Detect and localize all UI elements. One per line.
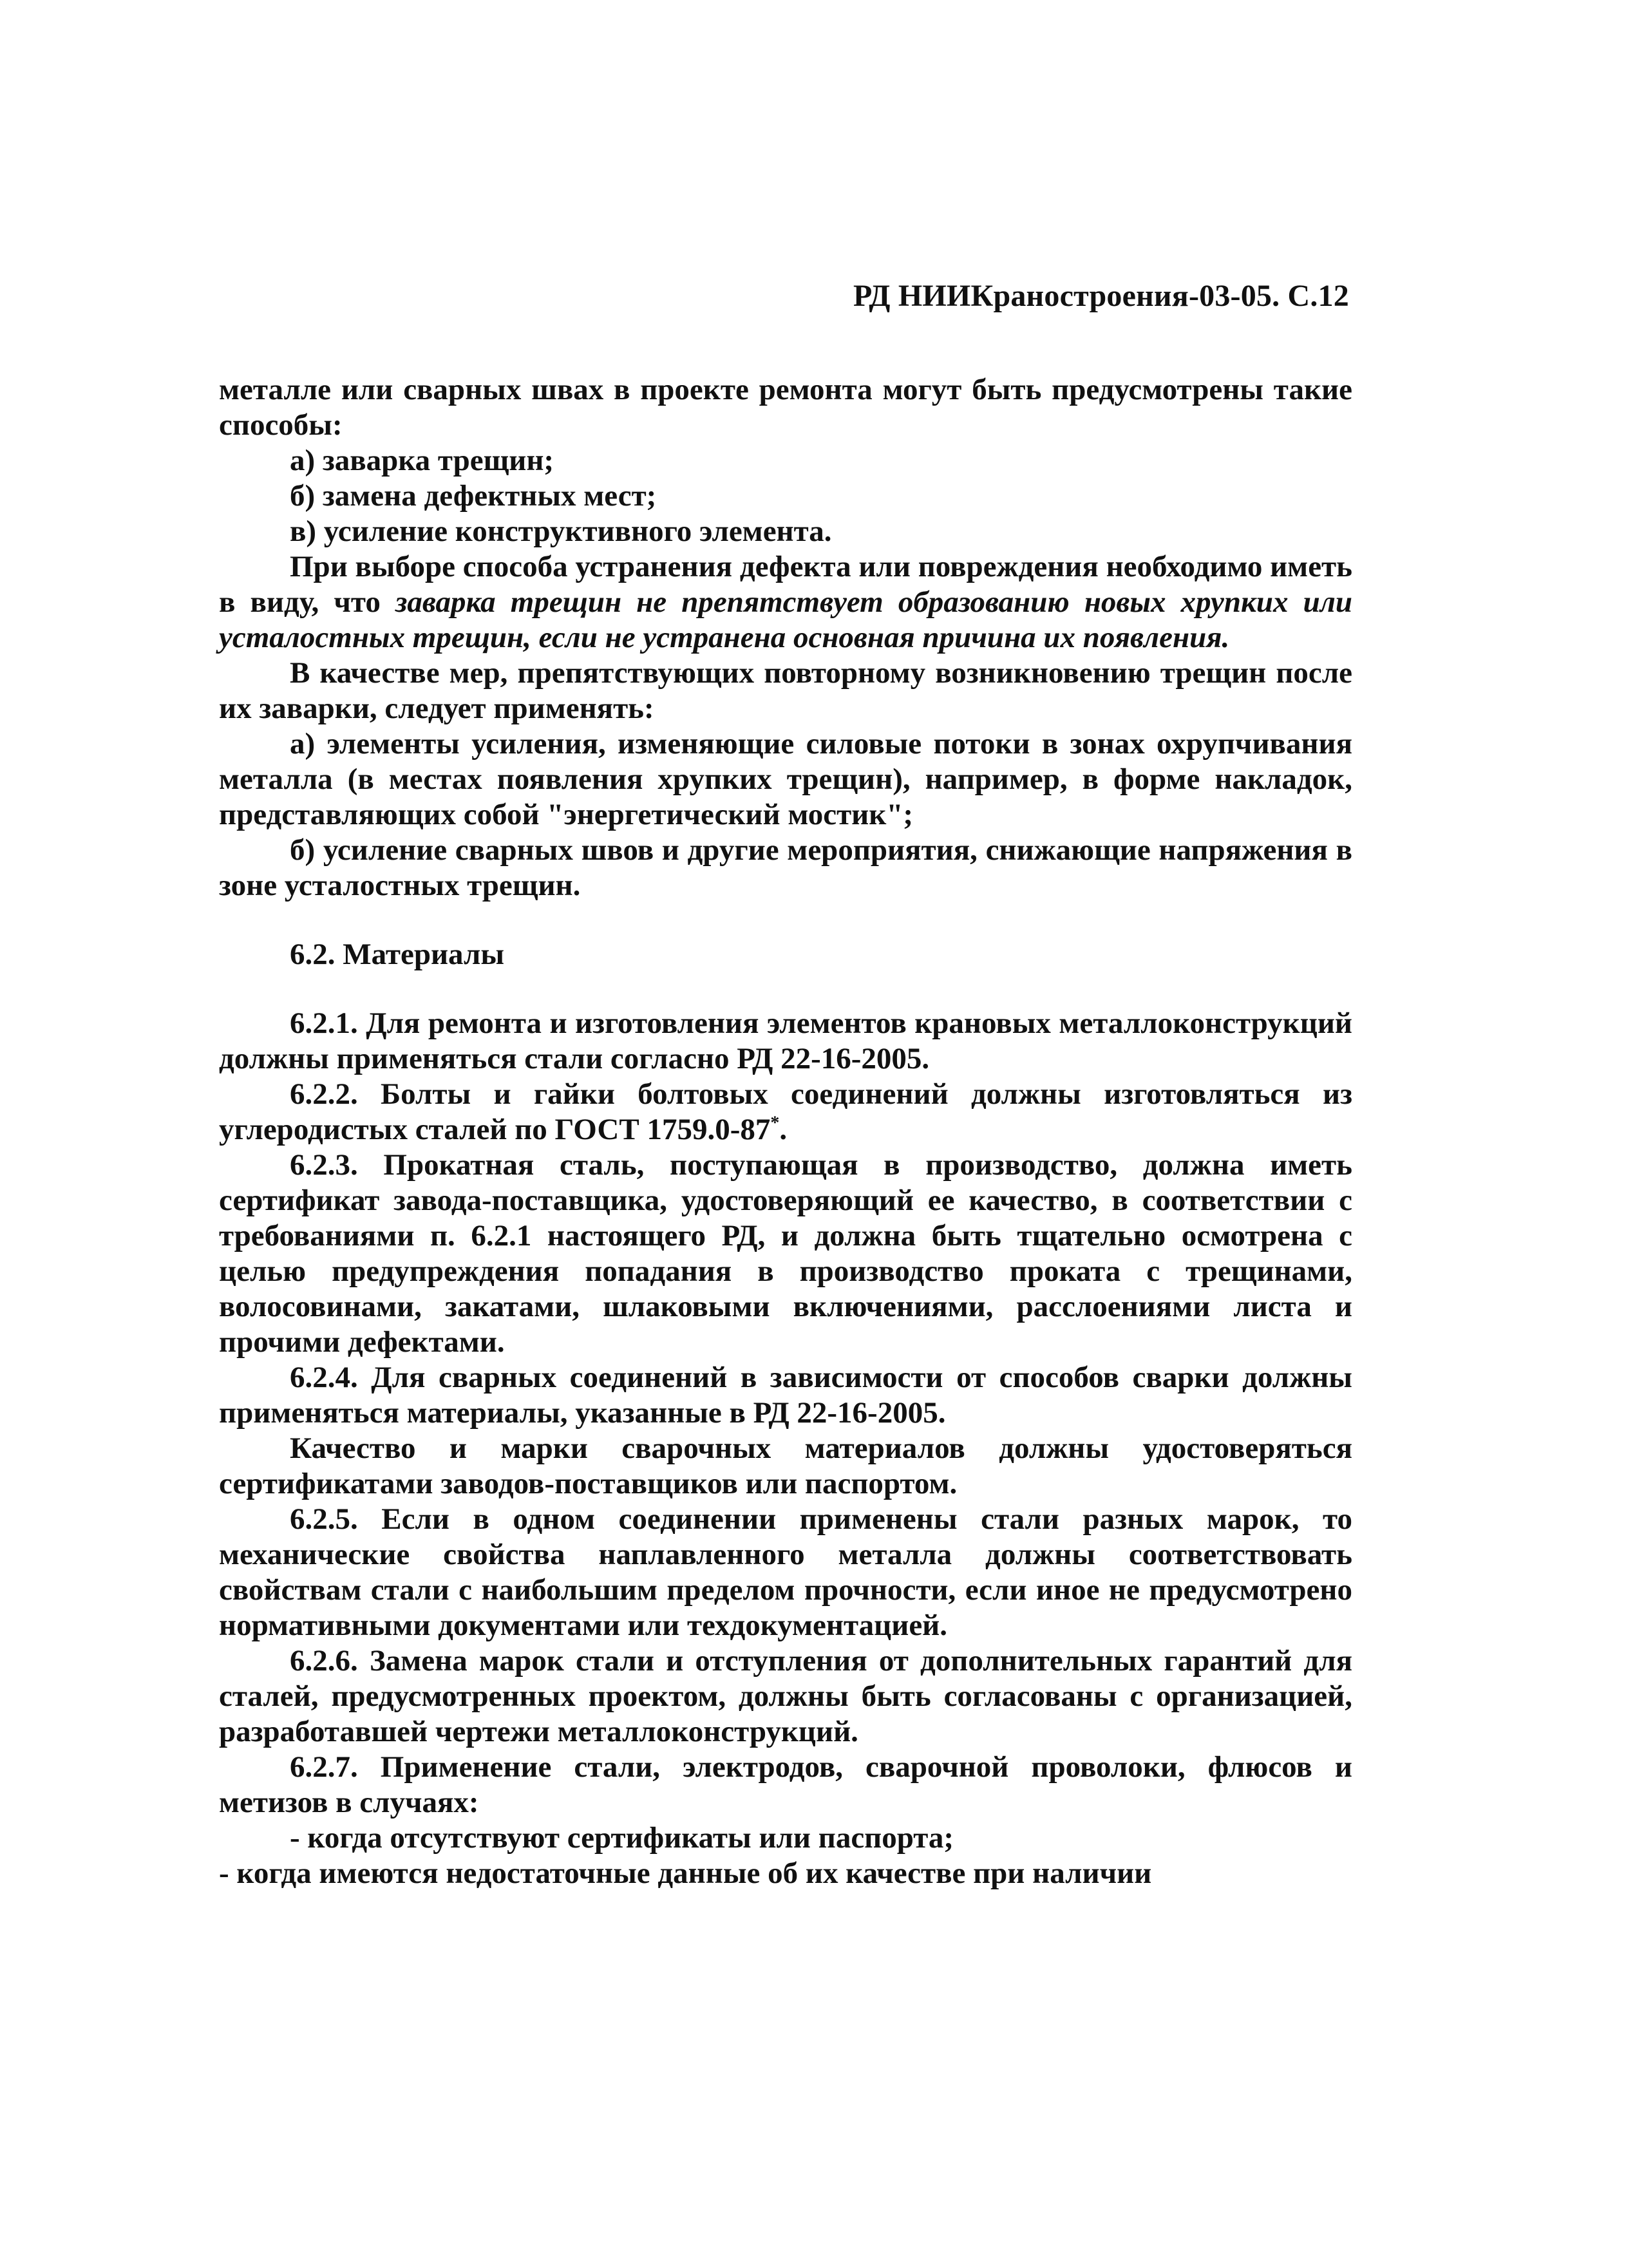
section-title: 6.2. Материалы [290,938,505,971]
section-gap [219,903,1352,937]
clause-6-2-2 [219,1077,1352,1148]
paragraph-weld-reinforcement: б) усиление сварных швов и другие мероприятия, снижающие напряжения в зоне усталостных трещин. [219,833,1352,902]
list-item: б) замена дефектных мест; [290,479,657,513]
clause-6-2-1: 6.2.1. Для ремонта и изготовления элементов крановых металлоконструкций должны применяться стали согласно РД 22-16-2005. [219,1006,1352,1075]
dash-item: - когда отсутствуют сертификаты или паспорта; [290,1821,954,1855]
clause-6-2-6: 6.2.6. Замена марок стали и отступления от дополнительных гарантий для сталей, предусмотренных проектом, должны быть согласованы с организацией, разработавшей чертежи металлоконструкций. [219,1644,1352,1748]
page-header: РД НИИКраностроения-03-05. С.12 [853,279,1349,313]
clause-6-2-4: 6.2.4. Для сварных соединений в зависимости от способов сварки должны применяться материалы, указанные в РД 22-16-2005. [219,1361,1352,1430]
clause-6-2-3: 6.2.3. Прокатная сталь, поступающая в производство, должна иметь сертификат завода-поставщика, удостоверяющий ее качество, в соответствии с требованиями п. 6.2.1 настоящего РД, и должна быть тщательно осмотрена с целью предупреждения попадания в производство проката с трещинами, волосовинами, закатами, шлаковыми включениями, расслоениями листа и прочими дефектами. [219,1148,1352,1359]
clause-text: 6.2.2. Болты и гайки болтовых соединений должны изготовляться из углеродистых сталей по ГОСТ 1759.0-87 [219,1077,1352,1146]
paragraph-defect-choice [219,549,1352,656]
paragraph-prevention-measures: В качестве мер, препятствующих повторному возникновению трещин после их заварки, следует применять: [219,656,1352,725]
dash-item: - когда имеются недостаточные данные об их качестве при наличии [219,1857,1152,1890]
footnote-marker: * [770,1113,780,1133]
section-gap [219,972,1352,1006]
paragraph-material-quality: Качество и марки сварочных материалов должны удостоверяться сертификатами заводов-поставщиков или паспортом. [219,1432,1352,1500]
clause-6-2-7: 6.2.7. Применение стали, электродов, сварочной проволоки, флюсов и метизов в случаях: [219,1750,1352,1819]
clause-6-2-5: 6.2.5. Если в одном соединении применены стали разных марок, то механические свойства наплавленного металла должны соответствовать свойствам стали с наибольшим пределом прочности, если иное не предусмотрено нормативными документами или техдокументацией. [219,1502,1352,1642]
list-item: а) заварка трещин; [290,444,554,477]
paragraph-text: При выборе способа устранения дефекта или повреждения необходимо иметь в виду, что [219,550,1352,619]
paragraph-repair-methods: металле или сварных швах в проекте ремонта могут быть предусмотрены такие способы: [219,373,1352,442]
clause-ending: . [779,1113,788,1146]
paragraph-reinforcement-elements: а) элементы усиления, изменяющие силовые потоки в зонах охрупчивания металла (в местах появления хрупких трещин), например, в форме накладок, представляющих собой "энергетический мостик"; [219,727,1352,831]
list-item: в) усиление конструктивного элемента. [290,515,832,548]
italic-warning: заварка трещин не препятствует образованию новых хрупких или усталостных трещин, если не устранена основная причина их появления. [219,585,1352,654]
document-body [219,372,1352,1891]
